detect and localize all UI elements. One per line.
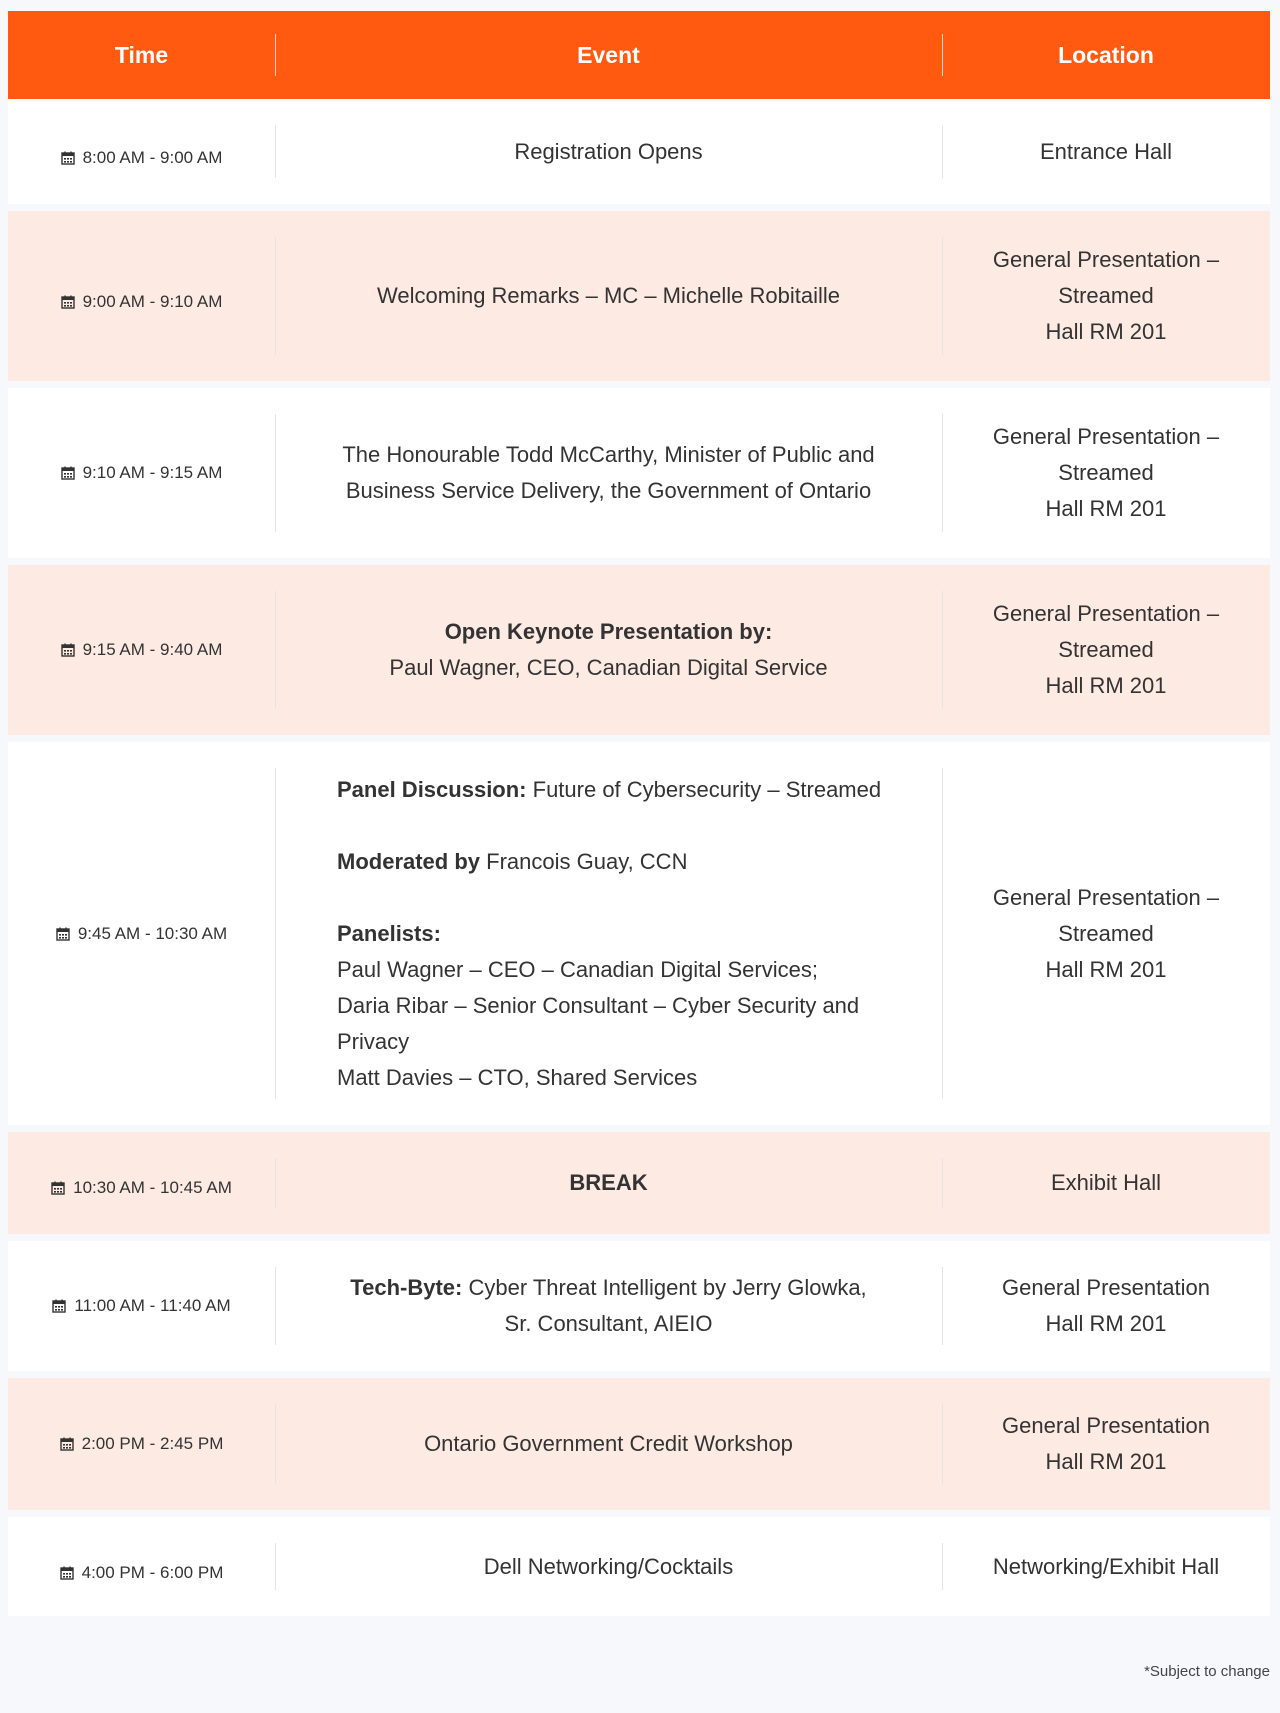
panel-discussion-label: Panel Discussion: (337, 776, 527, 802)
location-line: Hall RM 201 (1045, 1449, 1167, 1474)
event-title: BREAK (569, 1170, 648, 1195)
location-line: General Presentation – (992, 424, 1220, 449)
location-line: Entrance Hall (1039, 138, 1173, 164)
location-cell (942, 1132, 1270, 1234)
event-line: Paul Wagner, CEO, Canadian Digital Service (389, 655, 828, 680)
time-text: 9:00 AM - 9:10 AM (82, 292, 223, 311)
time-text: 9:15 AM - 9:40 AM (82, 640, 223, 659)
location-line: General Presentation (1002, 1413, 1210, 1438)
location-line: General Presentation – (992, 601, 1220, 626)
event-cell (275, 742, 942, 1125)
location-line: Hall RM 201 (1045, 956, 1167, 982)
calendar-icon (61, 295, 75, 309)
event-line: Cyber Threat Intelligent by Jerry Glowka, (462, 1275, 867, 1300)
panelist-line: Paul Wagner – CEO – Canadian Digital Services; (337, 956, 818, 982)
panel-discussion-text: Future of Cybersecurity – Streamed (526, 776, 882, 802)
moderated-text: Francois Guay, CCN (480, 848, 688, 874)
time-text: 10:30 AM - 10:45 AM (73, 1178, 232, 1197)
time-cell (8, 1517, 275, 1616)
moderated-label: Moderated by (337, 848, 481, 874)
time-text: 9:45 AM - 10:30 AM (77, 923, 228, 943)
event-cell (275, 211, 942, 381)
table-row (8, 565, 1270, 735)
table-row (8, 1241, 1270, 1371)
panel-details (275, 772, 942, 1096)
time-cell (8, 565, 275, 735)
header-time: Time (114, 41, 169, 68)
panelist-line: Privacy (337, 1028, 410, 1054)
time-cell (8, 1132, 275, 1234)
location-cell (942, 1241, 1270, 1371)
location-cell (942, 1517, 1270, 1616)
calendar-icon (60, 1437, 74, 1451)
event-cell (275, 99, 942, 204)
time-text: 8:00 AM - 9:00 AM (82, 147, 223, 167)
table-row (8, 1517, 1270, 1616)
footnote: *Subject to change (1144, 1663, 1270, 1680)
event-heading: Tech-Byte: (350, 1275, 463, 1300)
time-cell (8, 742, 275, 1125)
header-event: Event (275, 11, 942, 99)
event-cell (275, 1517, 942, 1616)
calendar-icon (51, 1181, 65, 1195)
location-cell (942, 99, 1270, 204)
table-row (8, 388, 1270, 558)
location-line: Hall RM 201 (1045, 1311, 1167, 1336)
time-text: 9:10 AM - 9:15 AM (82, 463, 223, 482)
table-row (8, 99, 1270, 204)
location-line: Streamed (1058, 283, 1154, 308)
location-cell (942, 211, 1270, 381)
event-title: Dell Networking/Cocktails (483, 1553, 734, 1579)
location-line: Streamed (1058, 637, 1154, 662)
time-cell (8, 388, 275, 558)
location-cell (942, 742, 1270, 1125)
location-line: Streamed (1058, 920, 1154, 946)
event-title: Welcoming Remarks – MC – Michelle Robitaille (377, 283, 840, 308)
table-row (8, 1132, 1270, 1234)
event-title: Ontario Government Credit Workshop (424, 1431, 793, 1456)
time-text: 11:00 AM - 11:40 AM (74, 1296, 231, 1315)
table-row (8, 1378, 1270, 1510)
calendar-icon (56, 927, 70, 941)
calendar-icon (61, 643, 75, 657)
event-cell (275, 1378, 942, 1510)
location-line: General Presentation (1002, 1275, 1210, 1300)
header-location: Location (942, 11, 1270, 99)
event-title: Registration Opens (514, 138, 703, 164)
event-heading: Open Keynote Presentation by: (444, 619, 773, 644)
event-cell (275, 565, 942, 735)
event-line: The Honourable Todd McCarthy, Minister of Public and (342, 442, 875, 467)
location-cell (942, 1378, 1270, 1510)
time-cell (8, 99, 275, 204)
time-cell (8, 1241, 275, 1371)
event-cell (275, 1241, 942, 1371)
event-line: Business Service Delivery, the Government of Ontario (345, 478, 872, 503)
panelist-line: Daria Ribar – Senior Consultant – Cyber Security and (337, 992, 860, 1018)
table-row (8, 211, 1270, 381)
location-line: Exhibit Hall (1050, 1170, 1162, 1195)
location-line: Hall RM 201 (1045, 673, 1167, 698)
calendar-icon (61, 466, 75, 480)
location-line: General Presentation – (992, 247, 1220, 272)
calendar-icon (61, 151, 75, 165)
location-cell (942, 565, 1270, 735)
location-line: Streamed (1058, 460, 1154, 485)
table-row (8, 742, 1270, 1125)
event-cell (275, 388, 942, 558)
time-cell (8, 1378, 275, 1510)
location-line: Networking/Exhibit Hall (992, 1553, 1220, 1579)
time-text: 4:00 PM - 6:00 PM (81, 1562, 224, 1582)
location-line: General Presentation – (992, 884, 1220, 910)
time-cell (8, 211, 275, 381)
location-line: Hall RM 201 (1045, 496, 1167, 521)
time-text: 2:00 PM - 2:45 PM (81, 1434, 224, 1453)
event-line: Sr. Consultant, AIEIO (504, 1311, 713, 1336)
event-cell (275, 1132, 942, 1234)
location-line: Hall RM 201 (1045, 319, 1167, 344)
panelist-line: Matt Davies – CTO, Shared Services (337, 1064, 698, 1090)
location-cell (942, 388, 1270, 558)
calendar-icon (52, 1299, 66, 1313)
agenda-table (8, 11, 1270, 1616)
panelists-label: Panelists: (337, 920, 441, 946)
calendar-icon (60, 1566, 74, 1580)
table-header (8, 11, 1270, 99)
